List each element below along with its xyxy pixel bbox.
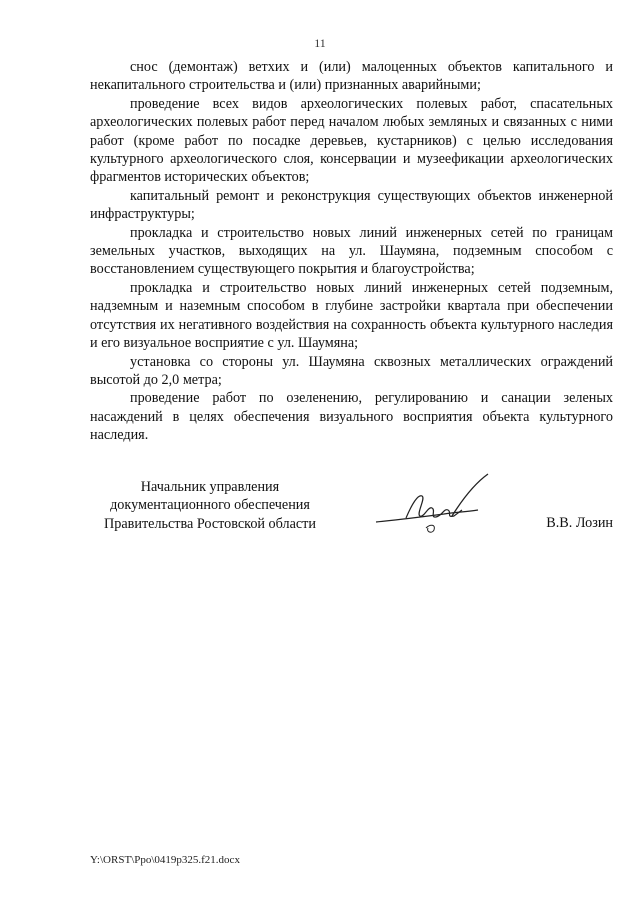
paragraph: прокладка и строительство новых линий инженерных сетей подземным, надземным и наземным способом в глубине застройки квартала при обеспечении отсутствия их негативного воздействия на сохранность объекта культурного наследия и его визуальное восприятие с ул. Шаумяна; [90, 279, 613, 352]
signatory-title-line: Начальник управления [140, 479, 280, 495]
page-number: 11 [314, 36, 326, 50]
signatory-name: В.В. Лозин [546, 515, 613, 531]
paragraph: проведение всех видов археологических полевых работ, спасательных археологических полевых работ перед началом любых земляных и связанных с ними работ (кроме работ по посадке деревьев, кустарников) с целью исследования культурного археологического слоя, консервации и музеефикации археологических фрагментов исторических объектов; [90, 95, 613, 186]
document-file-path: Y:\ORST\Ppo\0419p325.f21.docx [90, 854, 240, 866]
paragraph: установка со стороны ул. Шаумяна сквозных металлических ограждений высотой до 2,0 метра; [90, 353, 613, 388]
paragraph: прокладка и строительство новых линий инженерных сетей по границам земельных участков, выходящих на ул. Шаумяна, подземным способом с восстановлением существующего покрытия и благоустройства; [90, 224, 613, 278]
body-text [90, 58, 613, 445]
paragraph: проведение работ по озеленению, регулированию и санации зеленых насаждений в целях обеспечения визуального восприятия объекта культурного наследия. [90, 390, 613, 444]
signatory-title [90, 478, 330, 533]
signatory-title-line: Правительства Ростовской области [104, 515, 316, 532]
handwritten-signature [366, 470, 496, 540]
signature-block [90, 478, 613, 548]
paragraph: снос (демонтаж) ветхих и (или) малоценных объектов капитального и некапитального строительства и (или) признанных аварийными; [90, 59, 613, 94]
signatory-title-line: документационного обеспечения [110, 497, 310, 514]
paragraph: капитальный ремонт и реконструкция существующих объектов инженерной инфраструктуры; [90, 187, 613, 223]
